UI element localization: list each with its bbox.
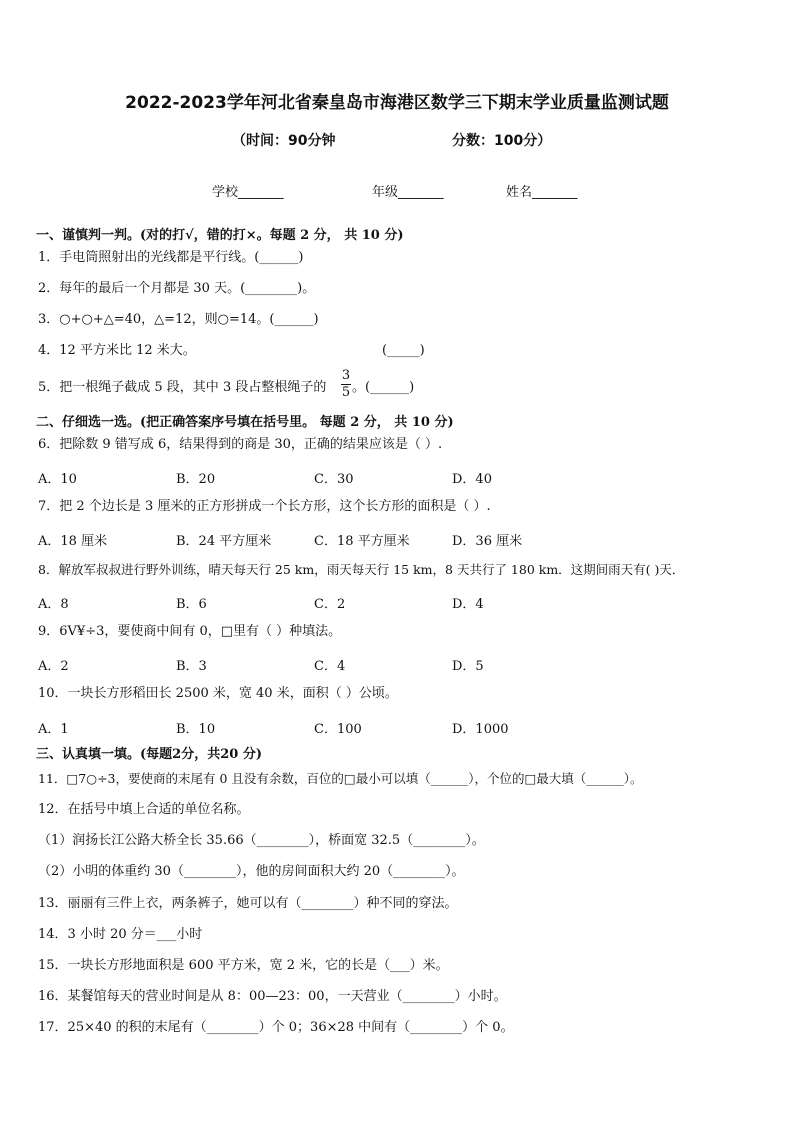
exam-score: 分数：100分） bbox=[452, 133, 552, 149]
question-9-option-b: B．3 bbox=[176, 659, 207, 674]
question-9: 9．6V¥÷3，要使商中间有 0，□里有（ ）种填法。 bbox=[38, 624, 342, 639]
question-8-option-a: A．8 bbox=[38, 597, 69, 612]
question-10-option-a: A．1 bbox=[38, 722, 69, 737]
question-6-option-d: D．40 bbox=[452, 472, 492, 487]
question-5-blank: 。(______) bbox=[352, 380, 415, 395]
grade-field: 年级_______ bbox=[372, 185, 444, 200]
question-10-option-b: B．10 bbox=[176, 722, 216, 737]
question-11: 11．□7○÷3，要使商的末尾有 0 且没有余数，百位的□最小可以填（______），个位的□最大填（______）。 bbox=[38, 771, 643, 786]
fraction-denominator: 5 bbox=[341, 385, 351, 400]
page-title: 2022-2023学年河北省秦皇岛市海港区数学三下期末学业质量监测试题 bbox=[125, 93, 669, 113]
question-8: 8．解放军叔叔进行野外训练，晴天每天行 25 km，雨天每天行 15 km，8 天共行了 180 km．这期间雨天有( )天． bbox=[38, 562, 685, 577]
question-9-option-a: A．2 bbox=[38, 659, 69, 674]
question-6: 6．把除数 9 错写成 6，结果得到的商是 30，正确的结果应该是（ ）. bbox=[38, 437, 443, 452]
question-7: 7．把 2 个边长是 3 厘米的正方形拼成一个长方形，这个长方形的面积是（ ）. bbox=[38, 499, 491, 514]
question-10: 10．一块长方形稻田长 2500 米，宽 40 米，面积（ ）公顷。 bbox=[38, 686, 398, 701]
question-7-option-b: B．24 平方厘米 bbox=[176, 534, 272, 549]
question-12: 12．在括号中填上合适的单位名称。 bbox=[38, 802, 250, 817]
question-13: 13．丽丽有三件上衣，两条裤子，她可以有（________）种不同的穿法。 bbox=[38, 896, 458, 911]
question-6-option-b: B．20 bbox=[176, 472, 216, 487]
question-9-option-d: D．5 bbox=[452, 659, 484, 674]
question-6-option-c: C．30 bbox=[314, 472, 354, 487]
question-7-option-a: A．18 厘米 bbox=[38, 534, 108, 549]
fraction-numerator: 3 bbox=[341, 368, 351, 383]
name-field: 姓名_______ bbox=[506, 185, 578, 200]
question-17: 17．25×40 的积的末尾有（________）个 0；36×28 中间有（________）个 0。 bbox=[38, 1020, 514, 1035]
exam-time: （时间：90分钟 bbox=[232, 133, 336, 149]
question-6-option-a: A．10 bbox=[38, 472, 77, 487]
question-14: 14．3 小时 20 分＝___小时 bbox=[38, 927, 203, 942]
question-8-option-d: D．4 bbox=[452, 597, 484, 612]
question-7-option-d: D．36 厘米 bbox=[452, 534, 523, 549]
question-2: 2．每年的最后一个月都是 30 天。(________)。 bbox=[38, 281, 316, 296]
question-4: 4．12 平方米比 12 米大。 bbox=[38, 343, 196, 358]
question-10-option-c: C．100 bbox=[314, 722, 362, 737]
question-16: 16．某餐馆每天的营业时间是从 8：00—23：00，一天营业（________）小时。 bbox=[38, 989, 507, 1004]
question-7-option-c: C．18 平方厘米 bbox=[314, 534, 410, 549]
section-2-heading: 二、仔细选一选。(把正确答案序号填在括号里。 每题 2 分， 共 10 分) bbox=[36, 415, 454, 430]
question-3: 3．○+○+△=40，△=12，则○=14。(______) bbox=[38, 312, 319, 327]
question-9-option-c: C．4 bbox=[314, 659, 346, 674]
question-5: 5．把一根绳子截成 5 段，其中 3 段占整根绳子的 bbox=[38, 380, 327, 395]
question-12-part-1: （1）润扬长江公路大桥全长 35.66（________），桥面宽 32.5（________）。 bbox=[38, 833, 485, 848]
question-1: 1．手电筒照射出的光线都是平行线。(______) bbox=[38, 250, 304, 265]
question-8-option-b: B．6 bbox=[176, 597, 207, 612]
section-1-heading: 一、谨慎判一判。(对的打√，错的打×。每题 2 分， 共 10 分) bbox=[36, 228, 404, 243]
school-field: 学校_______ bbox=[212, 185, 284, 200]
question-5-fraction bbox=[341, 369, 351, 400]
question-10-option-d: D．1000 bbox=[452, 722, 509, 737]
section-3-heading: 三、认真填一填。(每题2分，共20 分) bbox=[36, 747, 262, 762]
question-8-option-c: C．2 bbox=[314, 597, 346, 612]
question-15: 15．一块长方形地面积是 600 平方米，宽 2 米，它的长是（___）米。 bbox=[38, 958, 449, 973]
question-4-blank: (_____) bbox=[382, 343, 425, 358]
question-12-part-2: （2）小明的体重约 30（________），他的房间面积大约 20（________）。 bbox=[38, 864, 465, 879]
